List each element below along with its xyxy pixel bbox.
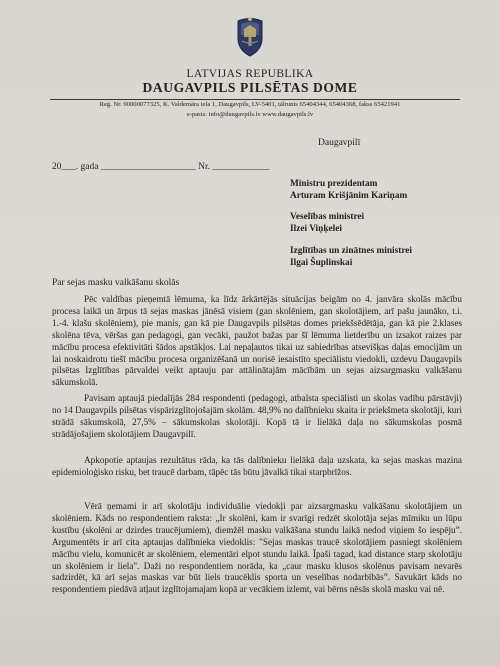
contact-line: e-pasts: info@daugavpils.lv www.daugavpils.lv [186,111,314,118]
recipient-name: Ilzei Viņķelei [290,224,342,234]
coat-of-arms-icon [233,15,267,59]
date-number-line: 20___. gada ____________________ Nr. ____________ [52,162,270,172]
place-of-issue: Daugavpilī [318,138,361,148]
recipient-name: Ilgai Šuplinskai [290,258,353,268]
header-council-name: DAUGAVPILS PILSĒTAS DOME [142,80,358,95]
body-paragraph: Pēc valdības pieņemtā lēmuma, ka līdz ārkārtējās situācijas beigām no 4. janvāra skolās mācību procesa laikā un ārpus tā sejas maskas jānēsā visiem (gan skolēniem, gan skolotājiem, arī pašu jaunāko, t.i. 1.-4. klašu skolēniem), pie manis, gan kā pie Daugavpils pilsētas domes priekšsēdētāja, gan kā pie 2.klases skolēna tēva, vēršas gan pedagogi, gan vecāki, paužot bažas par šī lēmuma lietderību un izsakot raizes par mācību procesa efektivitāti šādos apstākļos. Lai nepaļautos tikai uz sabiedrības atsevišķas daļas emocijām un lai noskaidrotu tiešī mācību procesa organizēšanā un norisē iesaistīto speciālistu viedokli, uzdevu Daugavpils pilsētas Izglītības pārvaldei veikt aptauju par attālinātajām mācībām un sejas aizsargmasku valkāšanu sākumskolā. [52,294,462,388]
header-divider [50,99,460,100]
recipient-name: Arturam Krišjānim Kariņam [290,191,408,201]
letter-subject: Par sejas masku valkāšanu skolās [52,278,180,288]
recipient-role: Veselības ministrei [290,212,365,222]
recipient-role: Izglītības un zinātnes ministrei [290,246,412,256]
body-paragraph: Pavisam aptaujā piedalījās 284 respondenti (pedagogi, atbalsta speciālisti un skolas vadību pārstāvji) no 14 Daugavpils pilsētas vispārizglītojošajām skolām. 48,9% no dalībnieku skaita ir priekšmeta skolotāji, kuri strādā sākumskolā, 27,5% – sākumskolas skolotāji. Kopā tā ir lielākā daļa no sākumskolas posmā strādājošajiem skolotājiem Daugavpilī. [52,393,462,439]
body-paragraph: Vērā ņemami ir arī skolotāju individuālie viedokļi par aizsargmasku valkāšanu skolotājiem un skolēniem. Kāds no respondentiem raksta: „Ir skolēni, kam ir svarīgi redzēt skolotāja sejas mīmiku un lūpu kustību (skolēni ar dzirdes traucējumiem), diemžēl masku valkāšana stundu laikā nedod viņiem šo iespēju”. Argumentēts ir arī cita aptaujas dalībnieka viedoklis: "Sejas maskas traucē skolotājiem pasniegt skolēniem mācību vielu, komunicēt ar skolēniem, elementāri elpot stundu laikā. Īpaši tagad, kad distance starp skolotāju un skolēniem ir liela". Daži no respondentiem norāda, ka „caur masku klusos skolēnus pavisam nevarēs sadzirdēt, kā arī sejas maskas var būt liels traucēklis sporta un veselības nodarbībās”. Savukārt kāds no respondentiem piedāvā atļaut izglītojamajam kopā ar vecākiem izlemt, vai bērns nēsās skolā masku vai nē. [52,501,462,595]
registration-line: Reģ. Nr. 90000077325, K. Valdemāra iela 1, Daugavpils, LV-5401, tālrunis 65404344, 65404368, fakss 65421941 [99,101,401,108]
header-republic: LATVIJAS REPUBLIKA [186,68,314,80]
recipient-role: Ministru prezidentam [290,179,378,189]
body-paragraph: Apkopotie aptaujas rezultātus rāda, ka tās dalībnieku lielākā daļa uzskata, ka sejas maskas mazina epidemioloģisko risku, bet traucē darbam, tāpēc tās būtu jāvalkā tikai starpbrīžos. [52,455,462,477]
